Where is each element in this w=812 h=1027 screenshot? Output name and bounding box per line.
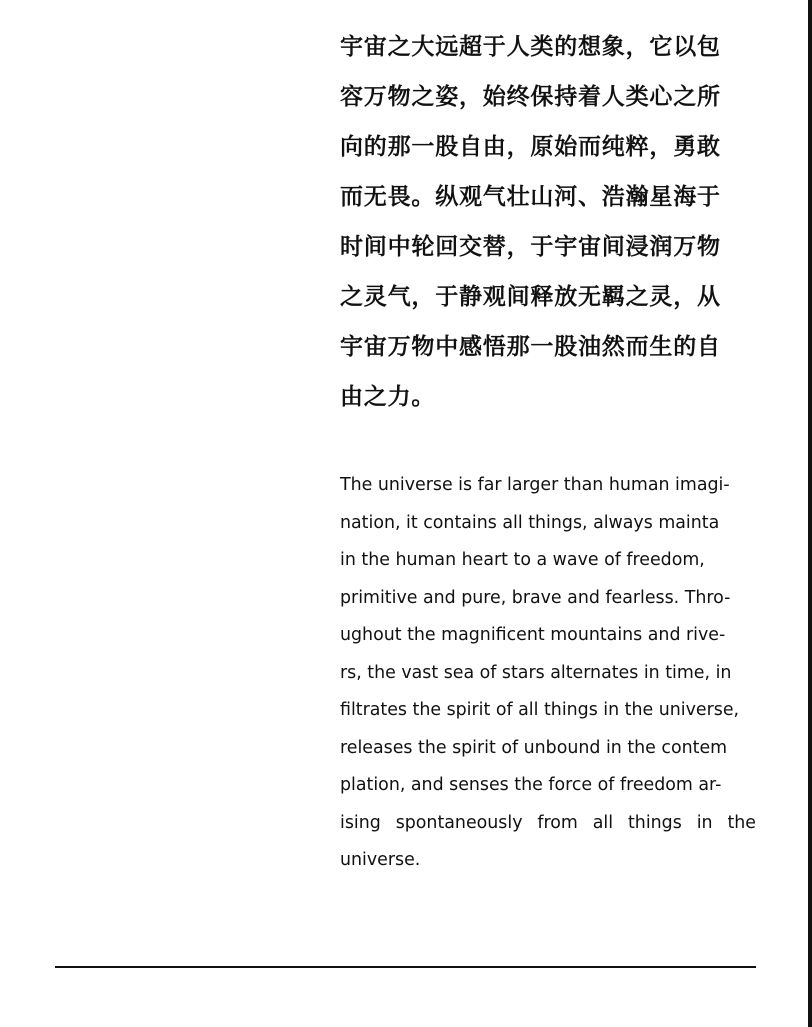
bottom-divider bbox=[55, 966, 756, 968]
english-paragraph bbox=[340, 470, 756, 883]
english-line: releases the spirit of unbound in the contem bbox=[340, 737, 728, 758]
english-line: primitive and pure, brave and fearless. Thro- bbox=[340, 587, 731, 608]
chinese-line: 由之力。 bbox=[340, 384, 436, 410]
right-edge-border bbox=[808, 0, 812, 1027]
chinese-line: 容万物之姿，始终保持着人类心之所 bbox=[340, 84, 721, 110]
english-line: universe. bbox=[340, 850, 421, 870]
english-line: ising spontaneously from all things in the bbox=[340, 812, 756, 833]
english-line: in the human heart to a wave of freedom, bbox=[340, 550, 705, 570]
chinese-line: 时间中轮回交替，于宇宙间浸润万物 bbox=[340, 234, 721, 260]
english-line: The universe is far larger than human imagi- bbox=[340, 475, 730, 495]
chinese-line: 向的那一股自由，原始而纯粹，勇敢 bbox=[340, 134, 721, 160]
chinese-line: 之灵气，于静观间释放无羁之灵，从 bbox=[340, 284, 721, 310]
english-line: ughout the magnificent mountains and rive- bbox=[340, 625, 726, 645]
chinese-line: 宇宙万物中感悟那一股油然而生的自 bbox=[340, 334, 721, 360]
chinese-line: 而无畏。纵观气壮山河、浩瀚星海于 bbox=[340, 184, 721, 210]
english-line: filtrates the spirit of all things in the universe, bbox=[340, 700, 740, 720]
english-line: rs, the vast sea of stars alternates in time, in bbox=[340, 662, 732, 683]
chinese-line: 宇宙之大远超于人类的想象，它以包 bbox=[340, 34, 721, 60]
english-line: plation, and senses the force of freedom ar- bbox=[340, 775, 722, 795]
english-line: nation, it contains all things, always mainta bbox=[340, 512, 720, 533]
chinese-paragraph bbox=[340, 27, 756, 427]
